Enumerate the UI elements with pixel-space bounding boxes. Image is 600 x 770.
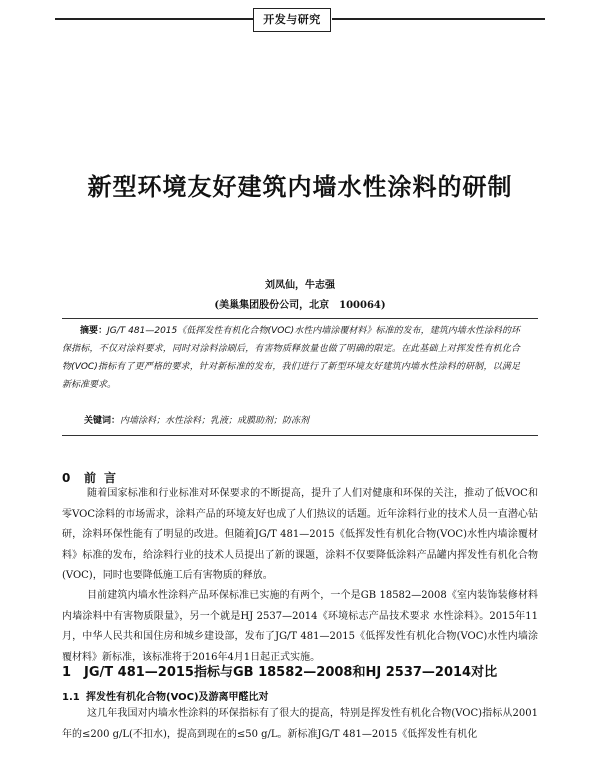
subsection-number: 1.1	[62, 692, 80, 703]
voc-paragraph: 这几年我国对内墙水性涂料的环保指标有了很大的提高，特别是挥发性有机化合物(VOC)指标从2001年的≤200 g/L(不扣水)，提高到现在的≤50 g/L。新标准JG/T 481—2015《低挥发性有机化	[62, 708, 538, 740]
keywords-text: 内墙涂料；水性涂料；乳液；成膜助剂；防冻剂	[120, 416, 310, 426]
abstract-rule-top	[62, 318, 538, 319]
keywords-label: 关键词：	[84, 416, 121, 426]
section-title: JG/T 481—2015指标与GB 18582—2008和HJ 2537—2014对比	[84, 665, 498, 680]
header-rule-left	[55, 18, 253, 20]
article-title: 新型环境友好建筑内墙水性涂料的研制	[87, 172, 513, 201]
abstract-text: JG/T 481—2015《低挥发性有机化合物(VOC)水性内墙涂覆材料》标准的发布，建筑内墙水性涂料的环保指标，不仅对涂料要求，同时对涂料涂刷后，有害物质释放量也做了明确的限定。在此基础上对挥发性有机化合物(VOC)指标有了更严格的要求，针对新标准的发布，我们进行了新型环境友好建筑内墙水性涂料的研制，以满足新标准要求。	[62, 326, 520, 390]
intro-paragraph-1: 随着国家标准和行业标准对环保要求的不断提高，提升了人们对健康和环保的关注，推动了低VOC和零VOC涂料的市场需求，涂料产品的环境友好也成了人们热议的话题。近年涂料行业的技术人员一直潜心钻研，涂料环保性能有了明显的改进。但随着JG/T 481—2015《低挥发性有机化合物(VOC)水性内墙涂覆材料》标准的发布，给涂料行业的技术人员提出了新的课题，涂料不仅要降低涂料产品罐内挥发性有机化合物(VOC)，同时也要降低施工后有害物质的释放。	[62, 488, 538, 581]
section-heading-comparison	[62, 661, 497, 680]
section-number: 0	[62, 471, 71, 485]
keywords	[84, 414, 524, 428]
article-affiliation: (美巢集团股份公司，北京 100064)	[214, 300, 386, 311]
abstract-rule-bottom	[62, 435, 538, 436]
header-rule-right	[332, 18, 545, 20]
intro-paragraph-2: 目前建筑内墙水性涂料产品环保标准已实施的有两个，一个是GB 18582—2008《室内装饰装修材料内墙涂料中有害物质限量》，另一个就是HJ 2537—2014《环境标志产品技术要求 水性涂料》。2015年11月，中华人民共和国住房和城乡建设部，发布了JG/T 481—2015《低挥发性有机化合物(VOC)水性内墙涂覆材料》新标准，该标准将于2016年4月1日起正式实施。	[62, 590, 538, 663]
subsection-heading-voc	[62, 688, 269, 703]
article-authors: 刘凤仙，牛志强	[265, 280, 335, 291]
section-label-box	[253, 8, 331, 32]
section-label: 开发与研究	[263, 13, 321, 26]
section-title: 前言	[84, 471, 125, 485]
section-number: 1	[62, 665, 72, 680]
abstract	[62, 322, 520, 394]
subsection-title: 挥发性有机化合物(VOC)及游离甲醛比对	[86, 692, 269, 703]
abstract-label: 摘要：	[80, 326, 108, 336]
